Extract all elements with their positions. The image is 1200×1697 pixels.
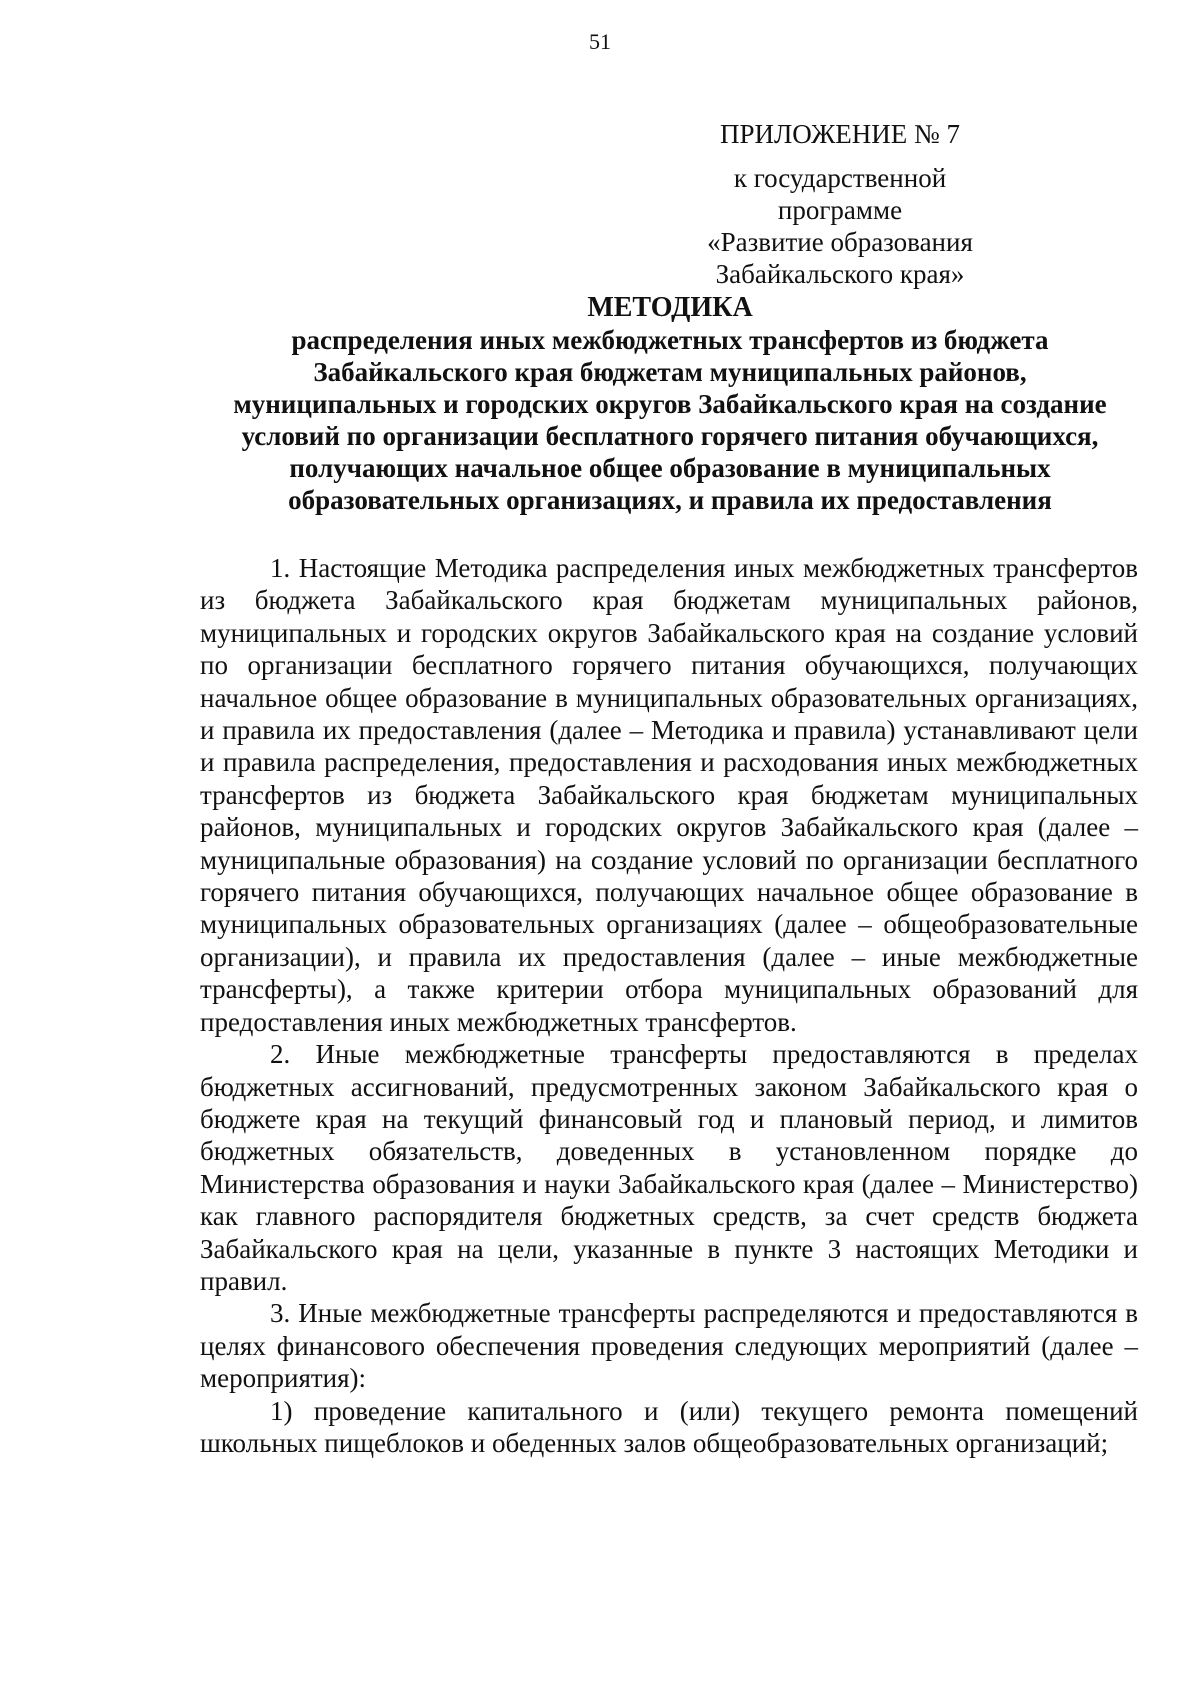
document-heading xyxy=(200,292,1140,516)
heading-line: условий по организации бесплатного горячего питания обучающихся, xyxy=(241,421,1099,451)
appendix-title: ПРИЛОЖЕНИЕ № 7 xyxy=(719,119,961,149)
appendix-line: Забайкальского края» xyxy=(715,259,965,289)
appendix-line: «Развитие образования xyxy=(707,227,973,257)
heading-line: образовательных организациях, и правила их предоставления xyxy=(288,485,1052,515)
appendix-block xyxy=(680,118,1000,290)
heading-title: МЕТОДИКА xyxy=(587,292,753,323)
heading-line: Забайкальского края бюджетам муниципальных районов, xyxy=(313,357,1027,387)
heading-line: распределения иных межбюджетных трансфертов из бюджета xyxy=(291,325,1049,355)
paragraph-2: 2. Иные межбюджетные трансферты предоставляются в пределах бюджетных ассигнований, предусмотренных законом Забайкальского края о бюджете края на текущий финансовый год и плановый период, и лимитов бюджетных обязательств, доведенных в установленном порядке до Министерства образования и науки Забайкальского края (далее – Министерство) как главного распорядителя бюджетных средств, за счет средств бюджета Забайкальского края на цели, указанные в пункте 3 настоящих Методики и правил. xyxy=(200,1039,1138,1296)
paragraph-3: 3. Иные межбюджетные трансферты распределяются и предоставляются в целях финансового обеспечения проведения следующих мероприятий (далее – мероприятия): xyxy=(200,1298,1138,1394)
paragraph-1: 1. Настоящие Методика распределения иных межбюджетных трансфертов из бюджета Забайкальского края бюджетам муниципальных районов, муниципальных и городских округов Забайкальского края на создание условий по организации бесплатного горячего питания обучающихся, получающих начальное общее образование в муниципальных образовательных организациях, и правила их предоставления (далее – Методика и правила) устанавливают цели и правила распределения, предоставления и расходования иных межбюджетных трансфертов из бюджета Забайкальского края бюджетам муниципальных районов, муниципальных и городских округов Забайкальского края (далее – муниципальные образования) на создание условий по организации бесплатного горячего питания обучающихся, получающих начальное общее образование в муниципальных образовательных организациях (далее – общеобразовательные организации), и правила их предоставления (далее – иные межбюджетные трансферты), а также критерии отбора муниципальных образований для предоставления иных межбюджетных трансфертов. xyxy=(200,553,1138,1037)
appendix-line: к государственной программе xyxy=(733,163,947,225)
document-body xyxy=(200,552,1138,1459)
heading-line: муниципальных и городских округов Забайкальского края на создание xyxy=(233,389,1107,419)
paragraph-3-item-1: 1) проведение капитального и (или) текущего ремонта помещений школьных пищеблоков и обеденных залов общеобразовательных организаций; xyxy=(200,1395,1138,1458)
heading-line: получающих начальное общее образование в муниципальных xyxy=(289,453,1051,483)
page-number: 51 xyxy=(589,29,611,54)
